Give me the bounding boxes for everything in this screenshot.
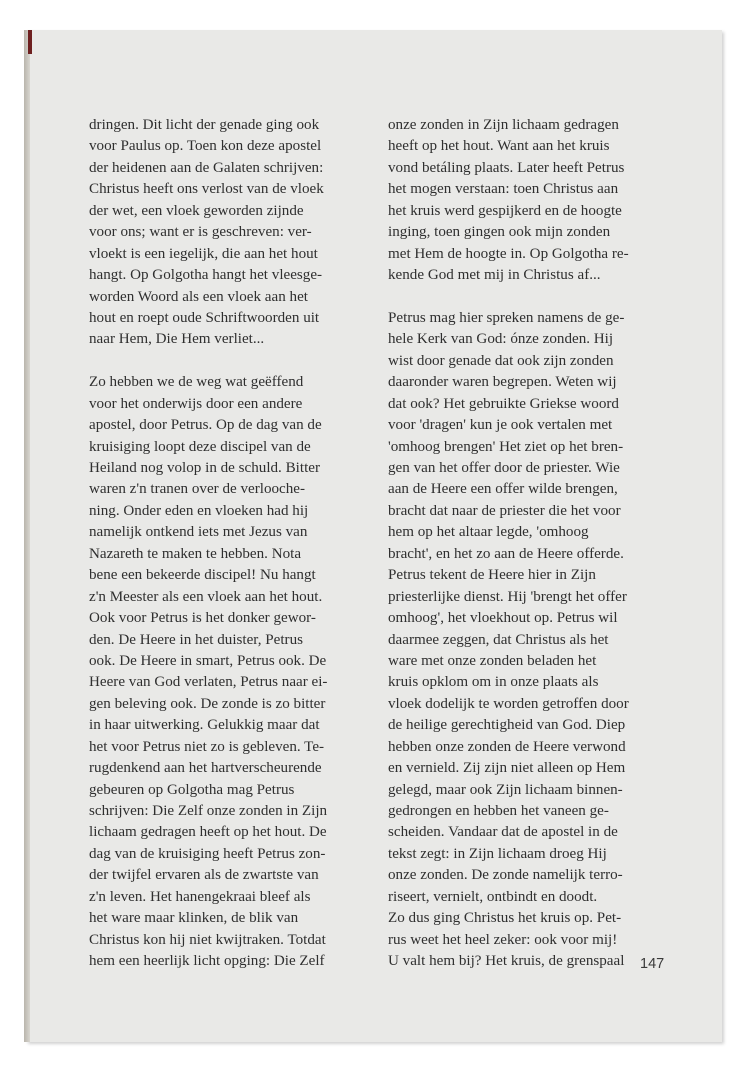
text-line: vond betáling plaats. Later heeft Petrus xyxy=(388,159,625,176)
text-line: kende God met mij in Christus af... xyxy=(388,267,601,284)
text-line: hebben onze zonden de Heere verwond xyxy=(388,738,626,755)
text-line: voor ons; want er is geschreven: ver- xyxy=(89,224,312,241)
text-line: vloek dodelijk te worden getroffen door xyxy=(388,695,629,712)
right-paragraph-1 xyxy=(388,115,643,287)
text-line: dat ook? Het gebruikte Griekse woord xyxy=(388,395,619,412)
text-line: z'n Meester als een vloek aan het hout. xyxy=(89,588,323,605)
text-line: gelegd, maar ook Zijn lichaam binnen- xyxy=(388,781,623,798)
text-line: Heere van God verlaten, Petrus naar ei- xyxy=(89,674,328,691)
text-line: vloekt is een iegelijk, die aan het hout xyxy=(89,245,318,262)
text-line: het ware maar klinken, de blik van xyxy=(89,910,299,927)
text-line: met Hem de hoogte in. Op Golgotha re- xyxy=(388,245,629,262)
text-line: waren z'n tranen over de verlooche- xyxy=(89,481,306,498)
text-line: ware met onze zonden beladen het xyxy=(388,652,597,669)
text-line: Heiland nog volop in de schuld. Bitter xyxy=(89,460,320,476)
text-line: in haar uitwerking. Gelukkig maar dat xyxy=(89,717,320,734)
bookmark-ribbon xyxy=(28,30,32,54)
text-line: Zo hebben we de weg wat geëffend xyxy=(89,374,304,391)
paragraph-gap xyxy=(89,351,344,372)
text-line: rus weet het heel zeker: ook voor mij! xyxy=(388,931,618,948)
text-line: hangt. Op Golgotha hangt het vleesge- xyxy=(89,267,323,284)
text-line: schrijven: Die Zelf onze zonden in Zijn xyxy=(89,803,328,819)
text-line: worden Woord als een vloek aan het xyxy=(89,288,308,305)
right-text-column xyxy=(388,115,643,973)
text-line: ning. Onder eden en vloeken had hij xyxy=(89,502,309,519)
text-line: ook. De Heere in smart, Petrus ook. De xyxy=(89,652,327,669)
text-line: de heilige gerechtigheid van God. Diep xyxy=(388,717,626,734)
text-line: Ook voor Petrus is het donker gewor- xyxy=(89,610,316,627)
text-line: aan de Heere een offer wilde brengen, xyxy=(388,481,618,498)
text-line: hele Kerk van God: ónze zonden. Hij xyxy=(388,331,614,348)
text-line: voor 'dragen' kun je ook vertalen met xyxy=(388,417,613,434)
text-line: gen van het offer door de priester. Wie xyxy=(388,460,620,476)
text-line: kruisiging loopt deze discipel van de xyxy=(89,438,311,455)
text-line: het voor Petrus niet zo is gebleven. Te- xyxy=(89,738,325,755)
text-line: rugdenkend aan het hartverscheurende xyxy=(89,760,322,777)
text-line: Zo dus ging Christus het kruis op. Pet- xyxy=(388,910,622,927)
text-line: daarmee zeggen, dat Christus als het xyxy=(388,631,609,648)
text-line: voor Paulus op. Toen kon deze apostel xyxy=(89,138,322,155)
text-line: voor het onderwijs door een andere xyxy=(89,395,303,412)
text-line: onze zonden in Zijn lichaam gedragen xyxy=(388,117,619,133)
text-line: het mogen verstaan: toen Christus aan xyxy=(388,181,619,198)
text-line: Christus heeft ons verlost van de vloek xyxy=(89,181,324,198)
text-line: hem op het altaar legde, 'omhoog xyxy=(388,524,589,541)
text-line: hem een heerlijk licht opging: Die Zelf xyxy=(89,953,325,970)
text-line: dag van de kruisiging heeft Petrus zon- xyxy=(89,845,326,862)
left-paragraph-1 xyxy=(89,115,344,351)
text-line: Christus kon hij niet kwijtraken. Totdat xyxy=(89,931,326,948)
text-line: riseert, vernielt, ontbindt en doodt. xyxy=(388,888,598,905)
text-line: gedrongen en hebben het vaneen ge- xyxy=(388,803,609,819)
right-paragraph-2 xyxy=(388,308,643,973)
paragraph-gap xyxy=(388,287,643,308)
text-line: het kruis werd gespijkerd en de hoogte xyxy=(388,202,622,219)
text-line: U valt hem bij? Het kruis, de grenspaal xyxy=(388,953,625,970)
text-line: priesterlijke dienst. Hij 'brengt het offer xyxy=(388,588,627,605)
text-line: daaronder waren begrepen. Weten wij xyxy=(388,374,617,391)
text-line: heeft op het hout. Want aan het kruis xyxy=(388,138,610,155)
text-line: omhoog', het vloekhout op. Petrus wil xyxy=(388,610,618,627)
text-line: bracht dat naar de priester die het voor xyxy=(388,502,621,519)
text-line: bracht', en het zo aan de Heere offerde. xyxy=(388,545,624,562)
text-line: Petrus mag hier spreken namens de ge- xyxy=(388,309,625,326)
text-line: naar Hem, Die Hem verliet... xyxy=(89,331,265,348)
text-line: apostel, door Petrus. Op de dag van de xyxy=(89,417,322,434)
text-line: onze zonden. De zonde namelijk terro- xyxy=(388,867,623,884)
page-number: 147 xyxy=(640,956,665,972)
text-line: der heidenen aan de Galaten schrijven: xyxy=(89,159,324,176)
text-line: tekst zegt: in Zijn lichaam droeg Hij xyxy=(388,845,607,862)
text-line: inging, toen gingen ook mijn zonden xyxy=(388,224,611,241)
book-spine-edge xyxy=(24,30,30,1042)
text-line: namelijk ontkend iets met Jezus van xyxy=(89,524,308,541)
text-line: kruis opklom om in onze plaats als xyxy=(388,674,599,691)
text-line: den. De Heere in het duister, Petrus xyxy=(89,631,303,648)
text-line: dringen. Dit licht der genade ging ook xyxy=(89,117,320,133)
text-line: lichaam gedragen heeft op het hout. De xyxy=(89,824,327,841)
text-line: scheiden. Vandaar dat de apostel in de xyxy=(388,824,618,841)
left-paragraph-2 xyxy=(89,372,344,972)
text-line: Petrus tekent de Heere hier in Zijn xyxy=(388,567,596,584)
text-line: 'omhoog brengen' Het ziet op het bren- xyxy=(388,438,624,455)
text-line: Nazareth te maken te hebben. Nota xyxy=(89,545,302,562)
text-line: wist door genade dat ook zijn zonden xyxy=(388,352,614,369)
text-line: gebeuren op Golgotha mag Petrus xyxy=(89,781,295,798)
text-line: hout en roept oude Schriftwoorden uit xyxy=(89,309,320,326)
text-line: bene een bekeerde discipel! Nu hangt xyxy=(89,567,316,584)
text-line: en vernield. Zij zijn niet alleen op Hem xyxy=(388,760,626,777)
left-text-column xyxy=(89,115,344,973)
text-line: z'n leven. Het hanengekraai bleef als xyxy=(89,888,311,905)
text-line: gen beleving ook. De zonde is zo bitter xyxy=(89,695,326,712)
text-line: der twijfel ervaren als de zwartste van xyxy=(89,867,319,884)
text-line: der wet, een vloek geworden zijnde xyxy=(89,202,304,219)
